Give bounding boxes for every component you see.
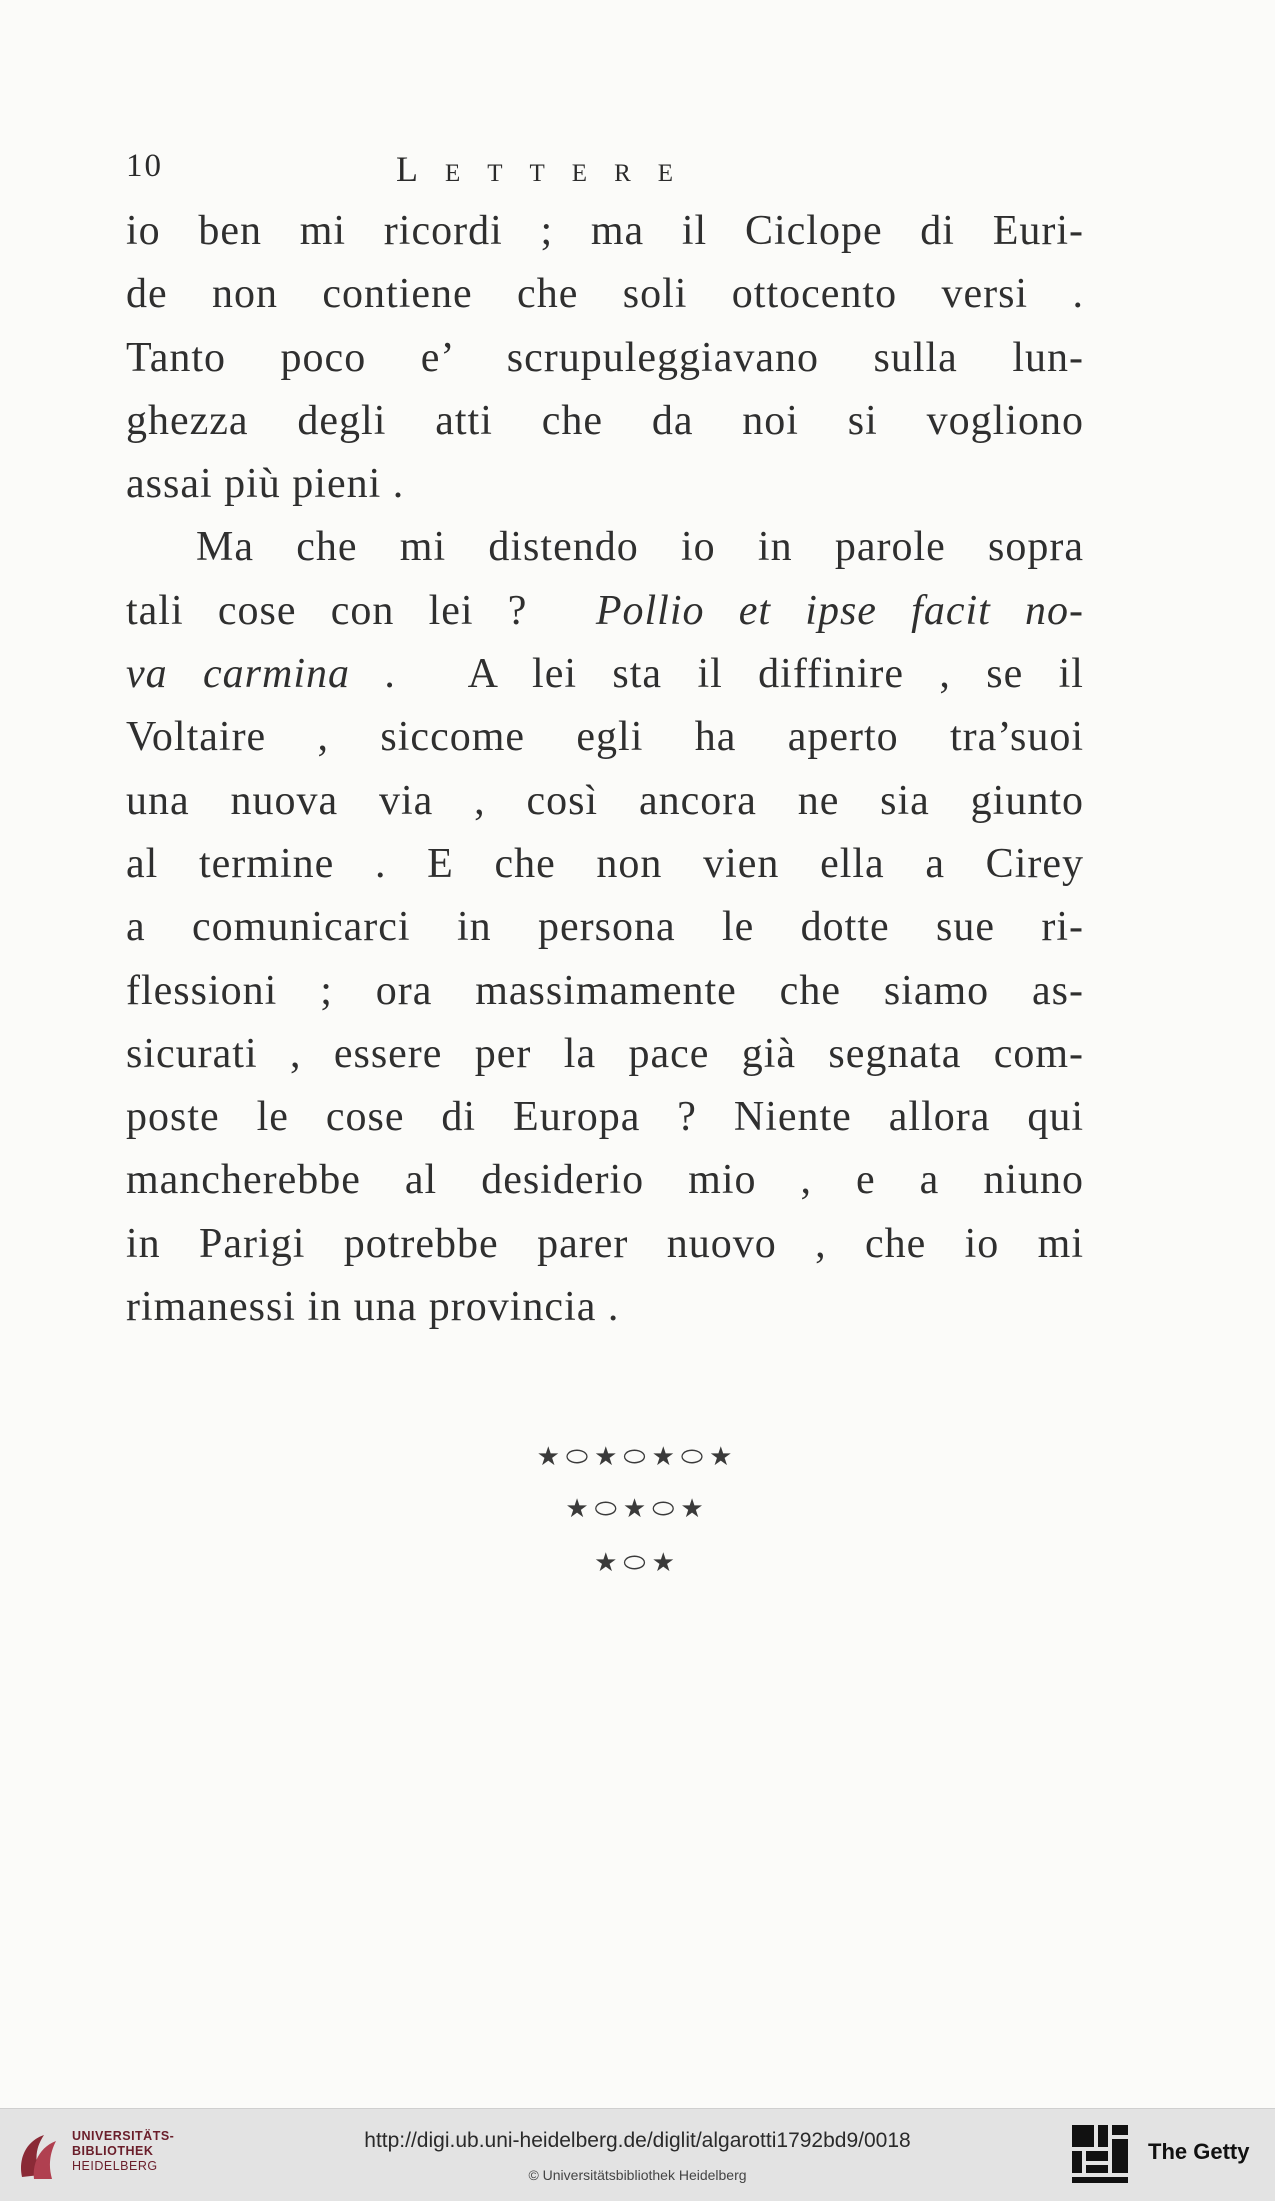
permalink-url[interactable]: http://digi.ub.uni-heidelberg.de/diglit/algarotti1792bd9/0018 bbox=[364, 2129, 911, 2152]
partner-name: The Getty bbox=[1148, 2139, 1250, 2164]
text-line: io ben mi ricordi ; ma il Ciclope di Euri- bbox=[126, 208, 1084, 254]
text-fragment: tali cose con lei ? bbox=[126, 587, 528, 634]
text-line: poste le cose di Europa ? Niente allora qui bbox=[126, 1094, 1084, 1141]
tailpiece-ornament-row-2: ★⬭★⬭★ bbox=[565, 1494, 710, 1524]
text-line-with-quote bbox=[126, 643, 1084, 706]
library-name-line-2: BIBLIOTHEK bbox=[72, 2144, 154, 2158]
text-line: ghezza degli atti che da noi si vogliono bbox=[126, 397, 1084, 444]
text-line: de non contiene che soli ottocento versi . bbox=[126, 271, 1084, 318]
text-line: sicurati , essere per la pace già segnata com- bbox=[126, 1030, 1084, 1077]
text-line: a comunicarci in persona le dotte sue ri- bbox=[126, 904, 1084, 951]
viewer-footer bbox=[0, 2108, 1275, 2201]
library-name-line-3: HEIDELBERG bbox=[72, 2159, 158, 2173]
text-line: al termine . E che non vien ella a Cirey bbox=[126, 840, 1084, 887]
running-title: Lettere bbox=[396, 149, 701, 189]
copyright-notice: © Universitätsbibliothek Heidelberg bbox=[528, 2167, 747, 2183]
tailpiece-ornament-row-3: ★⬭★ bbox=[594, 1548, 681, 1578]
text-line: flessioni ; ora massimamente che siamo as- bbox=[126, 967, 1084, 1014]
text-line-with-quote bbox=[126, 580, 1084, 643]
library-name-line-1: UNIVERSITÄTS- bbox=[72, 2129, 175, 2143]
text-line: Voltaire , siccome egli ha aperto tra’suoi bbox=[126, 714, 1084, 761]
text-fragment: A lei sta il diffinire , se il bbox=[467, 651, 1084, 698]
text-line: una nuova via , così ancora ne sia giunto bbox=[126, 777, 1084, 824]
tailpiece-ornament-row-1: ★⬭★⬭★⬭★ bbox=[536, 1442, 739, 1472]
text-line: mancherebbe al desiderio mio , e a niuno bbox=[126, 1157, 1084, 1204]
latin-quote-end: va carmina . bbox=[126, 651, 397, 698]
page-number: 10 bbox=[126, 148, 163, 184]
letter-text bbox=[126, 200, 1084, 1339]
page-header bbox=[126, 148, 826, 192]
getty-logo-icon bbox=[1070, 2123, 1130, 2187]
latin-quote: Pollio et ipse facit no- bbox=[595, 587, 1084, 634]
text-line: rimanessi in una provincia . bbox=[126, 1284, 620, 1331]
text-line: in Parigi potrebbe parer nuovo , che io mi bbox=[126, 1220, 1084, 1267]
paragraph-start-line: Ma che mi distendo io in parole sopra bbox=[196, 524, 1084, 571]
text-line: assai più pieni . bbox=[126, 461, 405, 508]
text-line: Tanto poco e’ scrupuleggiavano sulla lun- bbox=[126, 334, 1084, 381]
